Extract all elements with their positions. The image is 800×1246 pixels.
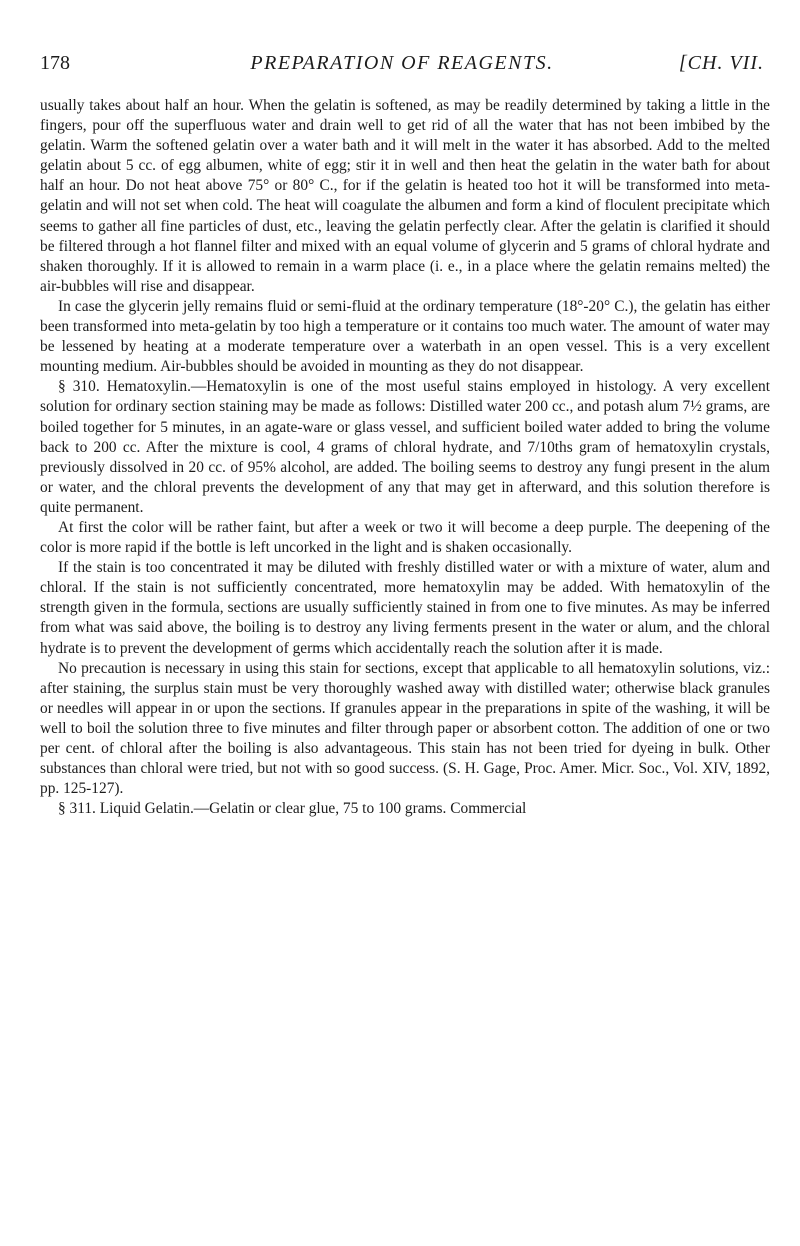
running-title: PREPARATION OF REAGENTS. bbox=[250, 52, 554, 74]
page-number: 178 bbox=[40, 52, 70, 74]
paragraph-section-310-hematoxylin: § 310. Hematoxylin.—Hematoxylin is one of the most useful stains employed in histology. A very excellent solution for ordinary section staining may be made as follows: Distilled water 200 cc., and potash alum 7½ grams, are boiled together for 5 minutes, in an agate-ware or glass vessel, and sufficient boiled water added to bring the volume back to 200 cc. After the mixture is cool, 4 grams of chloral hydrate, and 7/10ths gram of hematoxylin crystals, previously dissolved in 20 cc. of 95% alcohol, are added. The boiling seems to destroy any fungi present in the alum or water, and the chloral prevents the development of any that may get in afterward, and this solution therefore is quite permanent. bbox=[40, 378, 770, 516]
paragraph-section-311-liquid-gelatin: § 311. Liquid Gelatin.—Gelatin or clear glue, 75 to 100 grams. Commercial bbox=[58, 800, 527, 818]
chapter-label: [CH. VII. bbox=[678, 52, 764, 74]
body-text bbox=[40, 96, 770, 819]
paragraph-gelatin-clarifying: usually takes about half an hour. When the gelatin is softened, as may be readily determined by taking a little in the fingers, pour off the superfluous water and drain well to get rid of all the water that has not been imbibed by the gelatin. Warm the softened gelatin over a water bath and it will melt in the water it has absorbed. Add to the melted gelatin about 5 cc. of egg albumen, white of egg; stir it in well and then heat the gelatin in the water bath for about half an hour. Do not heat above 75° or 80° C., for if the gelatin is heated too hot it will be transformed into meta-gelatin and will not set when cold. The heat will coagulate the albumen and form a kind of floculent precipitate which seems to gather all fine particles of dust, etc., leaving the gelatin perfectly clear. After the gelatin is clarified it should be filtered through a hot flannel filter and mixed with an equal volume of glycerin and 5 grams of chloral hydrate and shaken thoroughly. If it is allowed to remain in a warm place (i. e., in a place where the gelatin remains melted) the air-bubbles will rise and disappear. bbox=[40, 97, 770, 295]
paragraph-glycerin-jelly: In case the glycerin jelly remains fluid or semi-fluid at the ordinary temperature (18°-20° C.), the gelatin has either been transformed into meta-gelatin by too high a temperature or it contains too much water. The amount of water may be lessened by heating at a moderate temperature over a waterbath in an open vessel. This is a very excellent mounting medium. Air-bubbles should be avoided in mounting as they do not disappear. bbox=[40, 297, 770, 376]
paragraph-stain-dilution: If the stain is too concentrated it may be diluted with freshly distilled water or with a mixture of water, alum and chloral. If the stain is not sufficiently concentrated, more hematoxylin may be added. With hematoxylin of the strength given in the formula, sections are usually sufficiently stained in from one to five minutes. As may be inferred from what was said above, the boiling is to destroy any living ferments present in the water or alum, and the chloral hydrate is to prevent the development of germs which accidentally reach the solution after it is made. bbox=[40, 559, 770, 657]
paragraph-color-deepening: At first the color will be rather faint, but after a week or two it will become a deep purple. The deepening of the color is more rapid if the bottle is left uncorked in the light and is shaken occasionally. bbox=[40, 518, 770, 557]
paragraph-precautions: No precaution is necessary in using this stain for sections, except that applicable to all hematoxylin solutions, viz.: after staining, the surplus stain must be very thoroughly washed away with distilled water; otherwise black granules or needles will appear in or upon the sections. If granules appear in the preparations in spite of the washing, it will be well to boil the solution three to five minutes and filter through paper or absorbent cotton. The addition of one or two per cent. of chloral after the boiling is also advantageous. This stain has not been tried for dyeing in bulk. Other substances than chloral were tried, but not with so good success. (S. H. Gage, Proc. Amer. Micr. Soc., Vol. XIV, 1892, pp. 125-127). bbox=[40, 659, 770, 798]
page-header bbox=[40, 52, 764, 82]
